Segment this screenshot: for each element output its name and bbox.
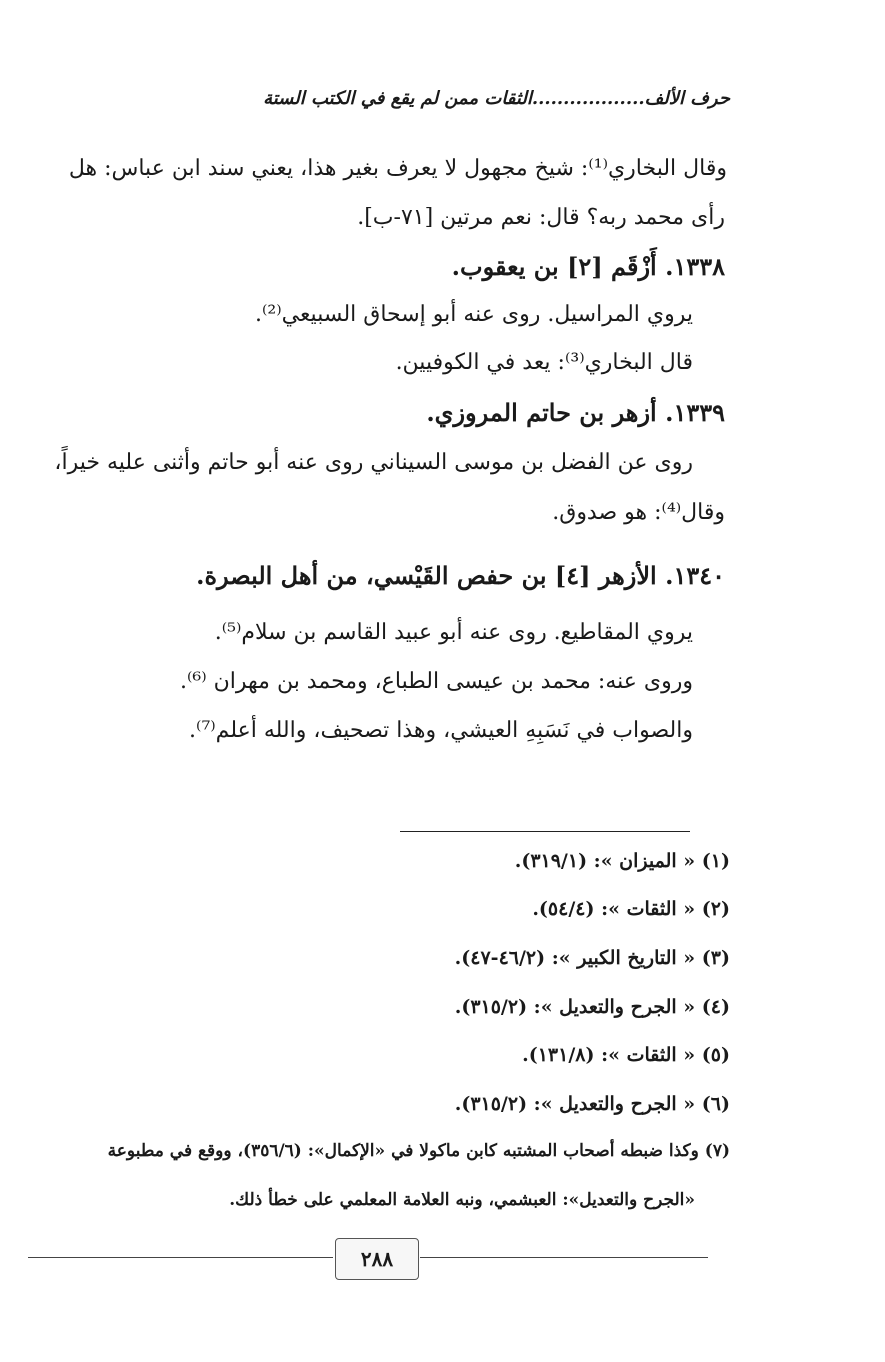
footnote-separator — [400, 831, 690, 832]
body-line-3: يروي المراسيل. روى عنه أبو إسحاق السبيعي⁽²⁾. — [254, 302, 693, 327]
footer-rule-right — [420, 1257, 708, 1258]
footnote-4: (٤) « الجرح والتعديل »: (٣١٥/٢). — [454, 996, 730, 1018]
footnote-1: (١) « الميزان »: (٣١٩/١). — [514, 850, 730, 872]
entry-heading-1338: ١٣٣٨. أَزْقَم [٢] بن يعقوب. — [451, 252, 725, 281]
body-line-9: والصواب في نَسَبِهِ العيشي، وهذا تصحيف، والله أعلم⁽⁷⁾. — [189, 718, 693, 743]
footnote-5: (٥) « الثقات »: (١٣١/٨). — [522, 1044, 730, 1066]
running-header: حرف الألف..................الثقات ممن لم يقع في الكتب الستة — [263, 88, 730, 109]
body-line-7: يروي المقاطيع. روى عنه أبو عبيد القاسم بن سلام⁽⁵⁾. — [214, 620, 693, 645]
body-line-6: وقال⁽⁴⁾: هو صدوق. — [552, 500, 725, 525]
footer-rule-left — [28, 1257, 333, 1258]
footnote-2: (٢) « الثقات »: (٥٤/٤). — [532, 898, 730, 920]
body-line-8: وروى عنه: محمد بن عيسى الطباع، ومحمد بن مهران ⁽⁶⁾. — [179, 669, 693, 694]
entry-heading-1340: ١٣٤٠. الأزهر [٤] بن حفص القَيْسي، من أهل البصرة. — [196, 561, 725, 590]
footnote-7-line-2: «الجرح والتعديل»: العبشمي، ونبه العلامة المعلمي على خطأ ذلك. — [229, 1190, 695, 1210]
body-line-1: وقال البخاري⁽¹⁾: شيخ مجهول لا يعرف بغير هذا، يعني سند ابن عباس: هل — [68, 156, 727, 181]
footnote-7-line-1: (٧) وكذا ضبطه أصحاب المشتبه كابن ماكولا في «الإكمال»: (٣٥٦/٦)، ووقع في مطبوعة — [107, 1141, 730, 1161]
body-line-5: روى عن الفضل بن موسى السيناني روى عنه أبو حاتم وأثنى عليه خيراً، — [54, 450, 693, 475]
footnote-6: (٦) « الجرح والتعديل »: (٣١٥/٢). — [454, 1093, 730, 1115]
footnote-3: (٣) « التاريخ الكبير »: (٤٦/٢-٤٧). — [454, 947, 730, 969]
body-line-2: رأى محمد ربه؟ قال: نعم مرتين [٧١-ب]. — [357, 205, 725, 230]
page-number: ٢٨٨ — [335, 1238, 419, 1280]
body-line-4: قال البخاري⁽³⁾: يعد في الكوفيين. — [395, 350, 693, 375]
entry-heading-1339: ١٣٣٩. أزهر بن حاتم المروزي. — [426, 398, 725, 427]
